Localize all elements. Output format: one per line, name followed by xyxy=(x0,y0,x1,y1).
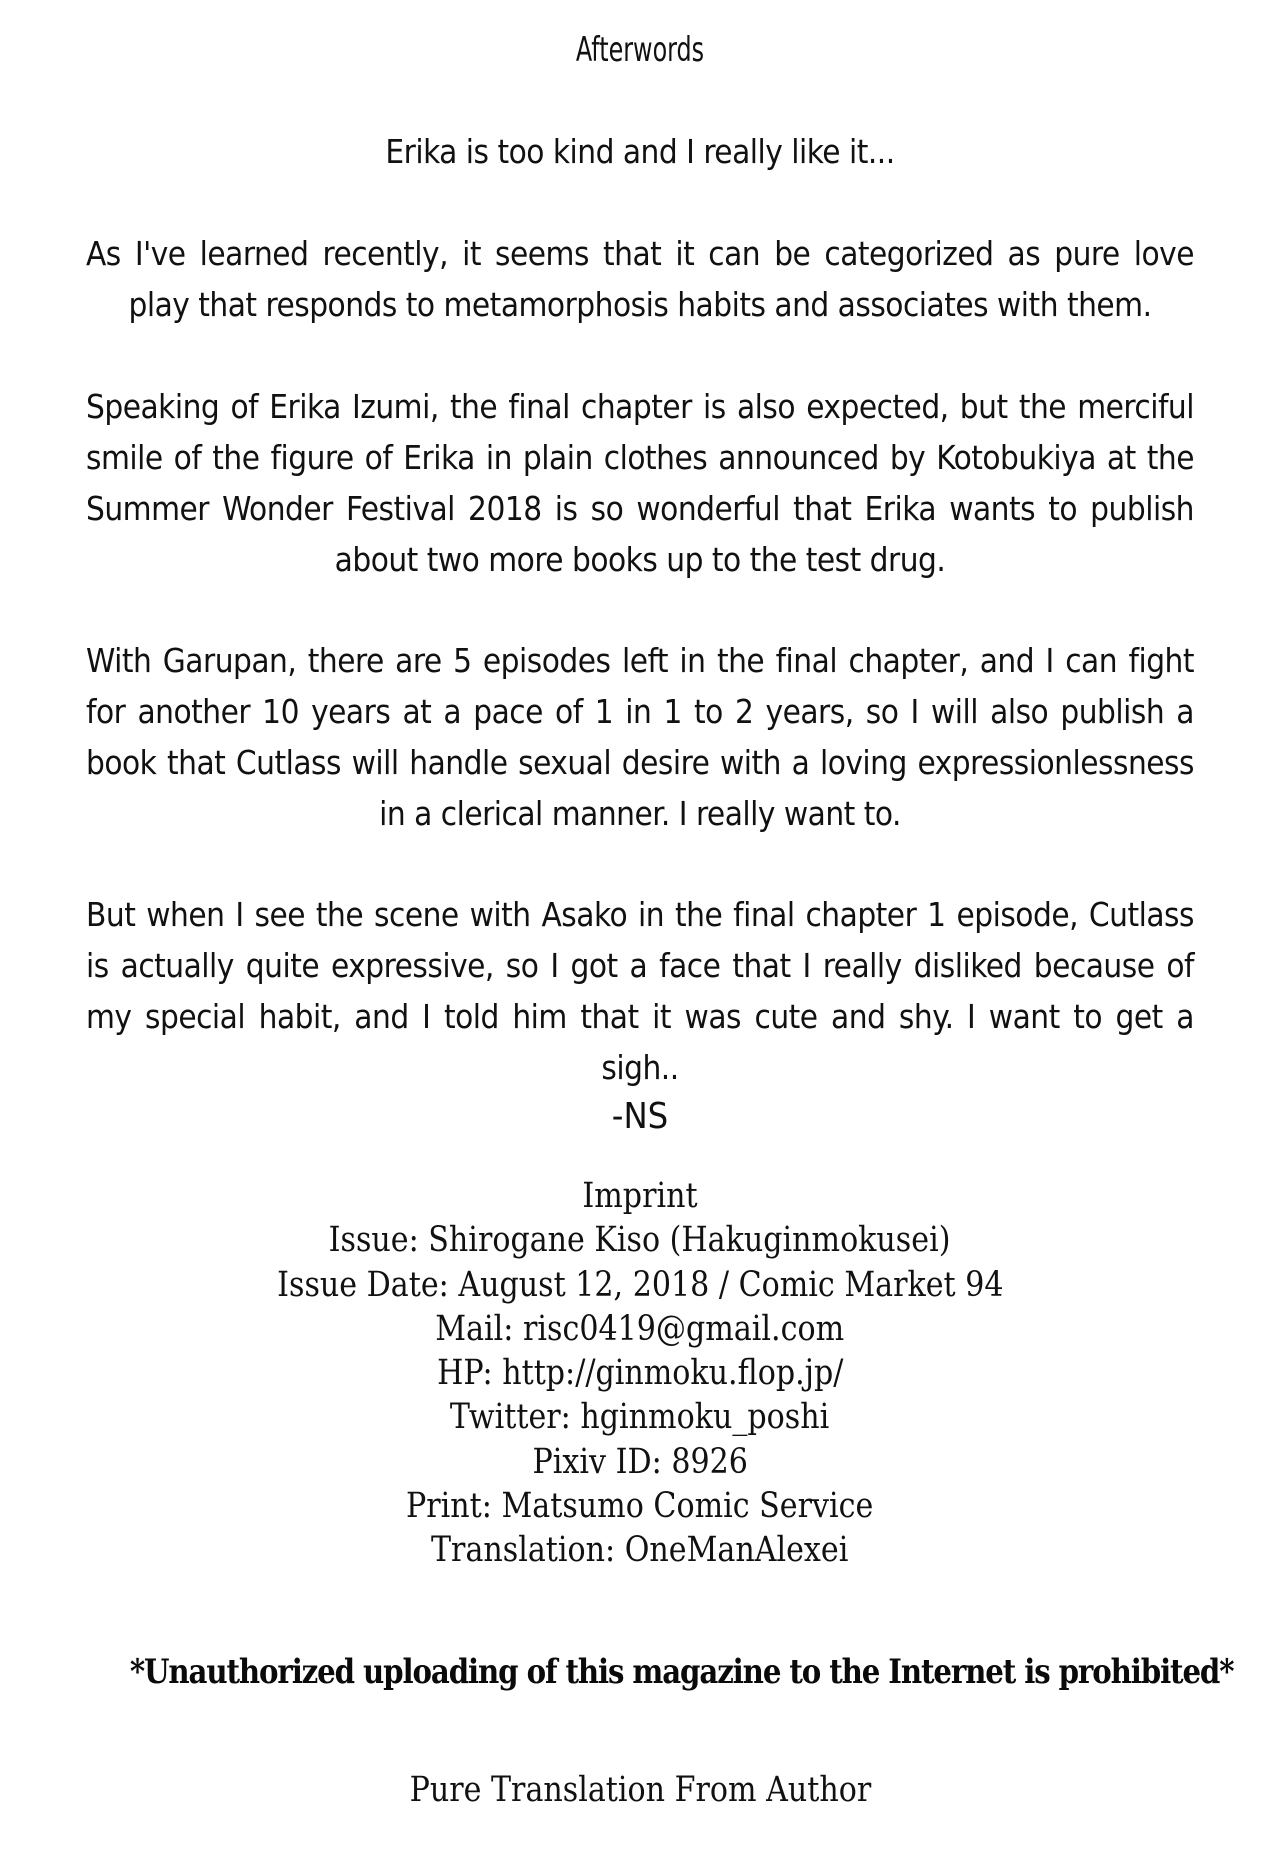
imprint-homepage: HP: http://ginmoku.flop.jp/ xyxy=(436,1353,844,1394)
imprint-issue: Issue: Shirogane Kiso (Hakuginmokusei) xyxy=(329,1220,951,1261)
afterwords-paragraph-2: As I've learned recently, it seems that it can be categorized as pure love play that responds to metamorphosis habits and associates with them. xyxy=(86,234,1194,324)
afterwords-paragraph-5: But when I see the scene with Asako in the final chapter 1 episode, Cutlass is actually quite expressive, so I got a face that I really disliked because of my special habit, and I told him that it was cute and shy. I want to get a sigh.. xyxy=(86,895,1194,1087)
imprint-twitter: Twitter: hginmoku_poshi xyxy=(450,1397,830,1438)
imprint-print: Print: Matsumo Comic Service xyxy=(406,1486,874,1527)
upload-warning: *Unauthorized uploading of this magazine to the Internet is prohibited* xyxy=(129,1652,1234,1692)
afterwords-paragraph-1: Erika is too kind and I really like it... xyxy=(385,132,895,171)
imprint-mail: Mail: risc0419@gmail.com xyxy=(435,1308,845,1349)
imprint-heading: Imprint xyxy=(582,1176,698,1216)
afterwords-paragraph-4: With Garupan, there are 5 episodes left in the final chapter, and I can fight for another 10 years at a pace of 1 in 1 to 2 years, so I will also publish a book that Cutlass will handle sexual desire with a loving expressionlessness in a clerical manner. I really want to. xyxy=(86,641,1194,833)
imprint-block xyxy=(140,1174,1140,1573)
translation-credit: Pure Translation From Author xyxy=(409,1770,871,1810)
imprint-translation: Translation: OneManAlexei xyxy=(431,1530,849,1571)
afterwords-paragraph-3: Speaking of Erika Izumi, the final chapter is also expected, but the merciful smile of the figure of Erika in plain clothes announced by Kotobukiya at the Summer Wonder Festival 2018 is so wonderful that Erika wants to publish about two more books up to the test drug. xyxy=(86,387,1194,579)
author-signature: -NS xyxy=(611,1096,669,1137)
imprint-pixiv-id: Pixiv ID: 8926 xyxy=(532,1441,748,1482)
imprint-issue-date: Issue Date: August 12, 2018 / Comic Market 94 xyxy=(276,1264,1004,1305)
afterwords-title: Afterwords xyxy=(575,30,705,70)
